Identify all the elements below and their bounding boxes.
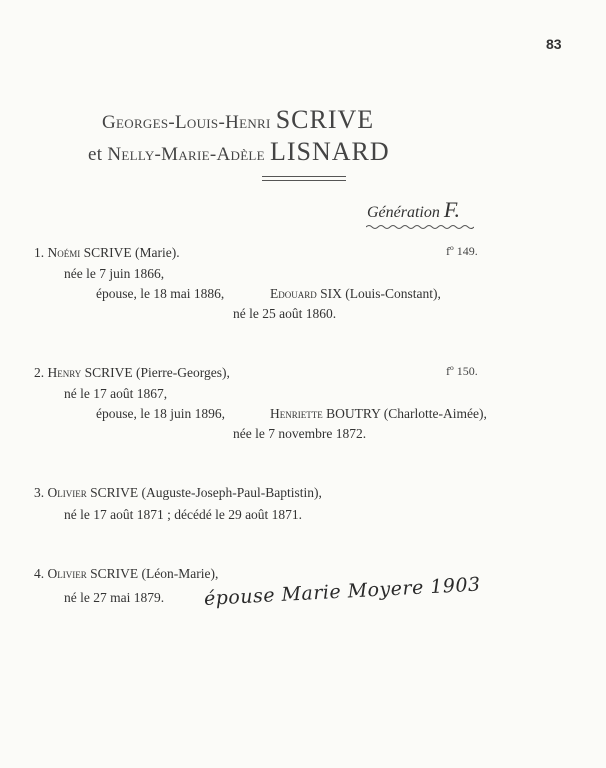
entry-1-number: 1. [34,245,45,260]
entry-1-spouse-birth: né le 25 août 1860. [233,306,337,321]
entry-2-spouse-birth: née le 7 novembre 1872. [233,426,367,441]
entry-3-firstname: Olivier [47,485,87,500]
generation-letter: F. [443,197,460,222]
entry-1-name: SCRIVE (Marie). [83,245,180,260]
title-rule-top [262,176,346,177]
entry-2-spouse [270,406,487,422]
entry-1-marriage: épouse, le 18 mai 1886, [96,286,225,301]
generation-underline [366,224,474,230]
entry-2-birth: né le 17 août 1867, [64,386,168,401]
entry-4-name: SCRIVE (Léon-Marie), [90,566,219,581]
entry-2-folio: fº 150. [446,364,478,378]
title-given-names-1: Georges-Louis-Henri [102,112,271,133]
entry-1-folio: fº 149. [446,244,478,258]
generation-heading [367,197,460,223]
entry-1-birth: née le 7 juin 1866, [64,266,165,281]
entry-1-heading [34,245,180,261]
generation-label: Génération [367,204,440,221]
title-rule-bottom [262,180,346,181]
title-line-1 [102,105,374,135]
entry-4-firstname: Olivier [47,566,87,581]
entry-3-heading [34,485,322,501]
entry-2-name: SCRIVE (Pierre-Georges), [84,365,230,380]
title-line-2 [88,137,390,167]
entry-3-birth: né le 17 août 1871 ; décédé le 29 août 1871. [64,507,303,522]
entry-2-spouse-firstname: Henriette [270,406,323,421]
entry-4-number: 4. [34,566,45,581]
entry-4-handwritten-note: épouse Marie Moyere 1903 [203,573,482,610]
entry-2-spouse-name: BOUTRY (Charlotte-Aimée), [326,406,487,421]
entry-1-spouse [270,286,441,302]
entry-2-heading [34,365,230,381]
title-given-names-2: Nelly-Marie-Adèle [107,144,265,165]
entry-2-number: 2. [34,365,45,380]
entry-1-firstname: Noémi [47,245,81,260]
title-conjunction: et [88,144,103,165]
title-surname-1: SCRIVE [275,105,375,134]
entry-1-spouse-name: SIX (Louis-Constant), [320,286,441,301]
entry-3-number: 3. [34,485,45,500]
entry-2-marriage: épouse, le 18 juin 1896, [96,406,225,421]
entry-4-birth: né le 27 mai 1879. [64,590,165,605]
title-surname-2: LISNARD [269,137,390,166]
entry-1-spouse-firstname: Edouard [270,286,317,301]
entry-2-firstname: Henry [47,365,82,380]
entry-3-name: SCRIVE (Auguste-Joseph-Paul-Baptistin), [90,485,322,500]
page-number: 83 [546,36,562,52]
entry-4-heading [34,566,218,582]
